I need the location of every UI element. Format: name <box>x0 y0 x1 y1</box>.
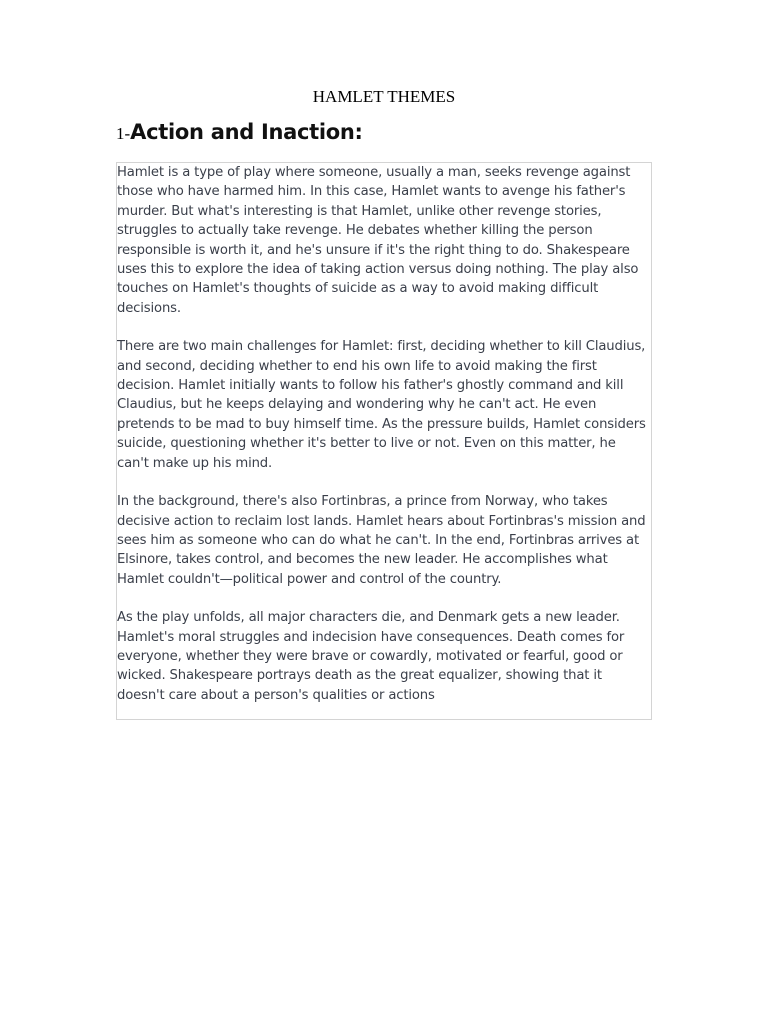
paragraph-4: As the play unfolds, all major characters die, and Denmark gets a new leader. Hamlet's moral struggles and indecision have consequences. Death comes for everyone, whether they were brave or cowardly, motivated or fearful, good or wicked. Shakespeare portrays death as the great equalizer, showing that it doesn't care about a person's qualities or actions <box>117 610 625 703</box>
text-box <box>116 162 652 720</box>
paragraph-3: In the background, there's also Fortinbras, a prince from Norway, who takes decisive action to reclaim lost lands. Hamlet hears about Fortinbras's mission and sees him as someone who can do what he can't. In the end, Fortinbras arrives at Elsinore, takes control, and becomes the new leader. He accomplishes what Hamlet couldn't—political power and control of the country. <box>117 494 646 587</box>
section-title: Action and Inaction: <box>130 120 363 144</box>
document-title: HAMLET THEMES <box>312 87 456 106</box>
paragraph-1: Hamlet is a type of play where someone, usually a man, seeks revenge against those who have harmed him. In this case, Hamlet wants to avenge his father's murder. But what's interesting is that Hamlet, unlike other revenge stories, struggles to actually take revenge. He debates whether killing the person responsible is worth it, and he's unsure if it's the right thing to do. Shakespeare uses this to explore the idea of taking action versus doing nothing. The play also touches on Hamlet's thoughts of suicide as a way to avoid making difficult decisions. <box>117 165 639 316</box>
section-heading <box>116 120 363 144</box>
section-number: 1- <box>116 124 131 143</box>
paragraph-2: There are two main challenges for Hamlet: first, deciding whether to kill Claudius, and second, deciding whether to end his own life to avoid making the first decision. Hamlet initially wants to follow his father's ghostly command and kill Claudius, but he keeps delaying and wondering why he can't act. He even pretends to be mad to buy himself time. As the pressure builds, Hamlet considers suicide, questioning whether it's better to live or not. Even on this matter, he can't make up his mind. <box>117 339 646 471</box>
